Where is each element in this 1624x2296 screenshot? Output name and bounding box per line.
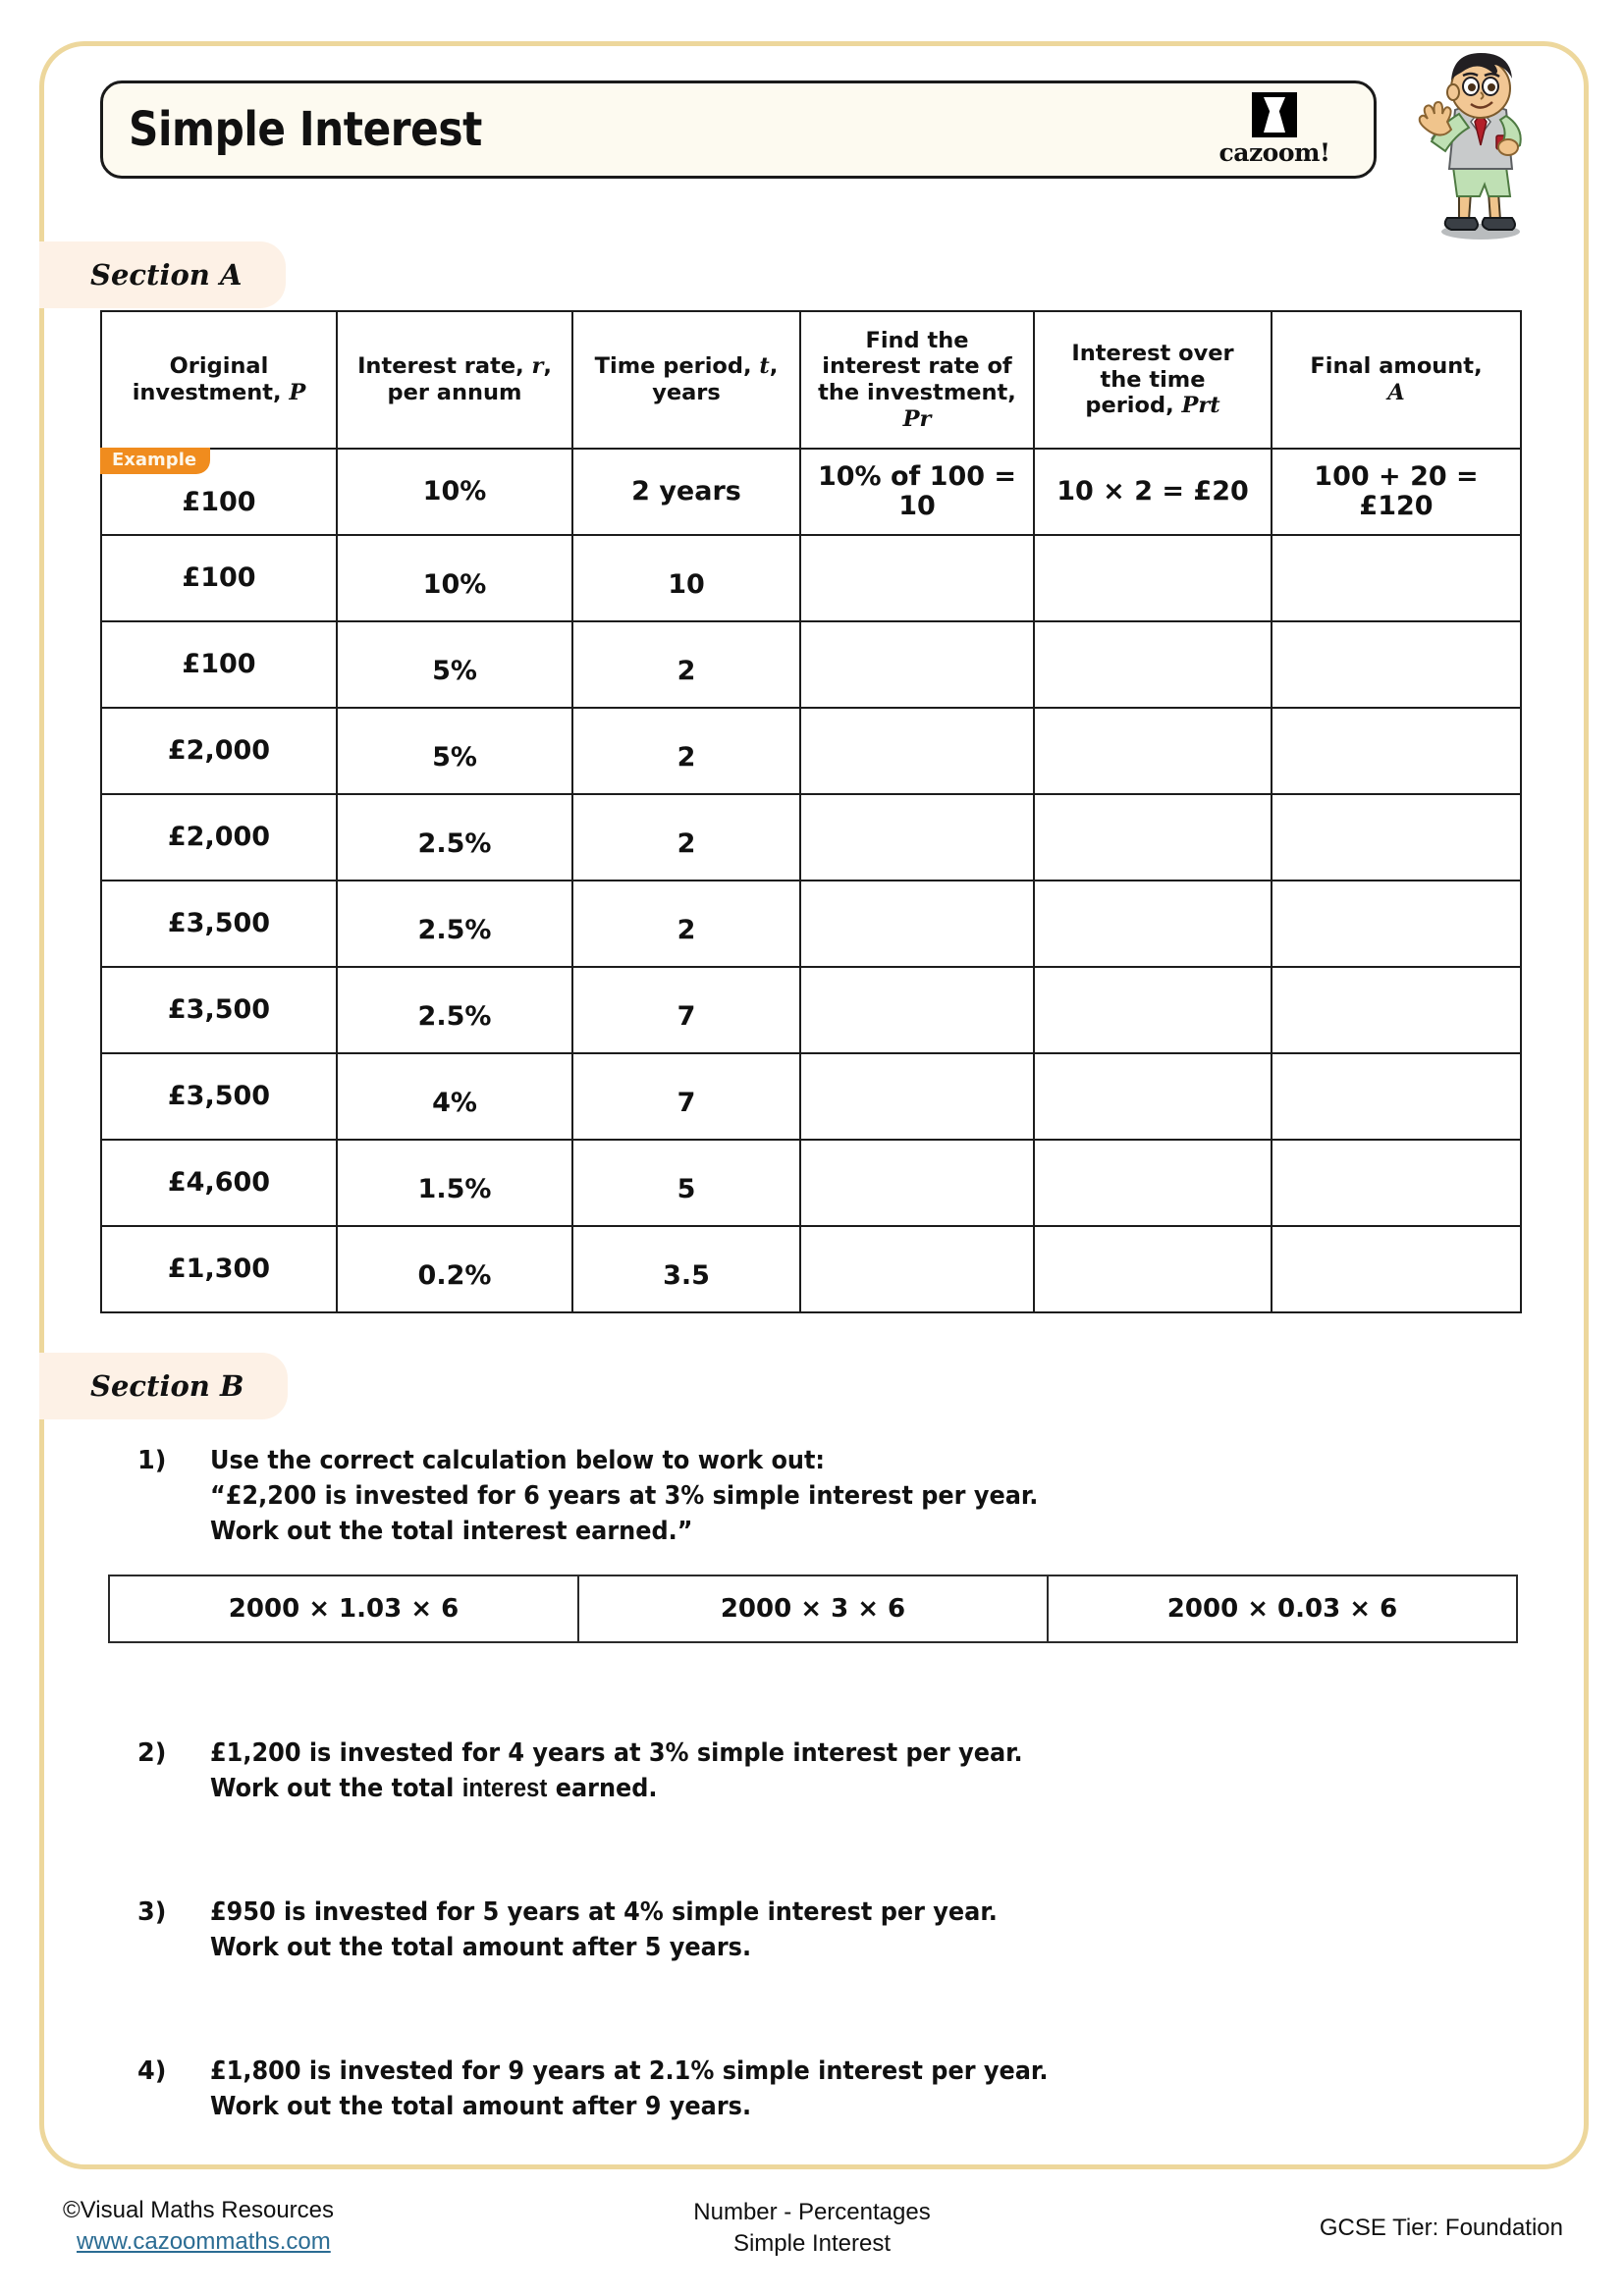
cell-investment: £3,500 bbox=[101, 967, 337, 1053]
cell-amount[interactable] bbox=[1272, 708, 1521, 794]
table-row bbox=[101, 708, 1521, 794]
cell-investment: £4,600 bbox=[101, 1140, 337, 1226]
header-line: investment, bbox=[132, 380, 282, 405]
question-2 bbox=[137, 1735, 1074, 1806]
cazoom-logo bbox=[1201, 87, 1348, 172]
cell-prt[interactable] bbox=[1034, 881, 1272, 967]
question-1-number: 1) bbox=[137, 1446, 167, 1475]
cell-time: 5 bbox=[572, 1140, 800, 1226]
header-line: Time period, bbox=[594, 353, 752, 380]
calculation-options-table[interactable] bbox=[108, 1575, 1518, 1643]
section-b-heading bbox=[39, 1353, 288, 1419]
cell-value: £100 bbox=[182, 486, 256, 517]
header-line: Original bbox=[169, 353, 269, 380]
cell-time: 7 bbox=[572, 1053, 800, 1140]
header-final-amount bbox=[1272, 311, 1521, 449]
cell-rate: 4% bbox=[337, 1053, 572, 1140]
question-4-number: 4) bbox=[137, 2056, 167, 2086]
waving-schoolboy-icon bbox=[1386, 45, 1543, 241]
header-time-period: Time period, t, years bbox=[572, 311, 800, 449]
question-1-line-2: “£2,200 is invested for 6 years at 3% simple interest per year. bbox=[210, 1481, 1039, 1512]
cell-time: 2 bbox=[572, 708, 800, 794]
cell-prt[interactable] bbox=[1034, 708, 1272, 794]
example-badge: Example bbox=[100, 448, 210, 474]
cell-investment: £3,500 bbox=[101, 881, 337, 967]
section-a-label: Section A bbox=[90, 258, 243, 292]
cell-amount[interactable] bbox=[1272, 621, 1521, 708]
table-row bbox=[101, 535, 1521, 621]
cell-investment: £3,500 bbox=[101, 1053, 337, 1140]
question-4-line-2: Work out the total amount after 9 years. bbox=[210, 2092, 752, 2122]
question-2-line-2 bbox=[210, 1771, 1023, 1806]
cell-prt[interactable] bbox=[1034, 621, 1272, 708]
cell-pr[interactable] bbox=[800, 881, 1034, 967]
cell-time: 10 bbox=[572, 535, 800, 621]
option-b[interactable]: 2000 × 3 × 6 bbox=[578, 1575, 1048, 1642]
cell-investment: £2,000 bbox=[101, 708, 337, 794]
table-row bbox=[101, 967, 1521, 1053]
cell-pr[interactable] bbox=[800, 708, 1034, 794]
page-footer bbox=[0, 2195, 1624, 2293]
table-row bbox=[101, 621, 1521, 708]
cell-time: 2 bbox=[572, 794, 800, 881]
cell-investment: £2,000 bbox=[101, 794, 337, 881]
cell-rate: 2.5% bbox=[337, 794, 572, 881]
cell-amount[interactable] bbox=[1272, 535, 1521, 621]
cell-rate: 2.5% bbox=[337, 967, 572, 1053]
table-header-row bbox=[101, 311, 1521, 449]
cell-prt[interactable] bbox=[1034, 967, 1272, 1053]
example-rate-cell: 10% bbox=[337, 449, 572, 535]
cell-time: 2 bbox=[572, 621, 800, 708]
cell-investment: £100 bbox=[101, 621, 337, 708]
header-variable: A bbox=[1387, 380, 1405, 405]
cell-prt[interactable] bbox=[1034, 1140, 1272, 1226]
question-2-emphasis: interest bbox=[461, 1775, 548, 1803]
table-row bbox=[101, 1140, 1521, 1226]
cell-rate: 10% bbox=[337, 535, 572, 621]
cell-pr[interactable] bbox=[800, 1053, 1034, 1140]
footer-website-link[interactable]: www.cazoommaths.com bbox=[77, 2227, 331, 2255]
cell-amount[interactable] bbox=[1272, 1053, 1521, 1140]
header-line: Final amount, bbox=[1310, 353, 1483, 380]
cell-pr[interactable] bbox=[800, 535, 1034, 621]
cazoom-cup-icon bbox=[1252, 92, 1297, 137]
header-line: Interest over bbox=[1071, 341, 1234, 367]
cell-amount[interactable] bbox=[1272, 881, 1521, 967]
header-variable: P bbox=[289, 380, 306, 405]
question-3 bbox=[137, 1895, 1048, 1965]
example-amount-cell: 100 + 20 = £120 bbox=[1272, 449, 1521, 535]
cell-pr[interactable] bbox=[800, 967, 1034, 1053]
cell-pr[interactable] bbox=[800, 621, 1034, 708]
footer-topic-line-2: Simple Interest bbox=[732, 2229, 892, 2257]
question-2-number: 2) bbox=[137, 1738, 167, 1768]
header-interest-rate: Interest rate, r, per annum bbox=[337, 311, 572, 449]
header-interest-over-time bbox=[1034, 311, 1272, 449]
question-1-line-1: Use the correct calculation below to work out: bbox=[210, 1446, 826, 1475]
cell-prt[interactable] bbox=[1034, 535, 1272, 621]
header-variable: Prt bbox=[1181, 393, 1220, 419]
question-3-text bbox=[210, 1895, 998, 1965]
header-line: interest rate of bbox=[822, 353, 1012, 380]
question-4-line-1: £1,800 is invested for 9 years at 2.1% simple interest per year. bbox=[210, 2056, 1049, 2086]
example-time-cell: 2 years bbox=[572, 449, 800, 535]
cell-rate: 5% bbox=[337, 621, 572, 708]
question-3-number: 3) bbox=[137, 1897, 167, 1927]
cell-prt[interactable] bbox=[1034, 1226, 1272, 1312]
cell-amount[interactable] bbox=[1272, 794, 1521, 881]
cell-prt[interactable] bbox=[1034, 1053, 1272, 1140]
section-b-label: Section B bbox=[90, 1369, 244, 1403]
header-original-investment bbox=[101, 311, 337, 449]
cell-time: 2 bbox=[572, 881, 800, 967]
cell-pr[interactable] bbox=[800, 1140, 1034, 1226]
cell-rate: 0.2% bbox=[337, 1226, 572, 1312]
header-variable: r bbox=[531, 353, 544, 380]
footer-topic-line-1: Number - Percentages bbox=[693, 2199, 931, 2225]
cell-amount[interactable] bbox=[1272, 1226, 1521, 1312]
worksheet-title-bar bbox=[100, 80, 1377, 179]
table-row bbox=[101, 881, 1521, 967]
cell-time: 7 bbox=[572, 967, 800, 1053]
table-row bbox=[101, 1053, 1521, 1140]
option-a[interactable]: 2000 × 1.03 × 6 bbox=[109, 1575, 578, 1642]
header-line: period, bbox=[1085, 393, 1174, 419]
cell-amount[interactable] bbox=[1272, 1140, 1521, 1226]
cell-rate: 5% bbox=[337, 708, 572, 794]
cell-pr[interactable] bbox=[800, 1226, 1034, 1312]
question-3-line-1: £950 is invested for 5 years at 4% simple interest per year. bbox=[210, 1897, 998, 1927]
question-2-line-2-pre: Work out the total bbox=[210, 1774, 462, 1804]
footer-tier: GCSE Tier: Foundation bbox=[1319, 2215, 1563, 2241]
cell-investment: £100 bbox=[101, 535, 337, 621]
section-a-table bbox=[100, 310, 1522, 1313]
question-4-text bbox=[210, 2054, 1048, 2124]
example-prt-cell: 10 × 2 = £20 bbox=[1034, 449, 1272, 535]
header-line: the time bbox=[1100, 366, 1206, 393]
cell-pr[interactable] bbox=[800, 794, 1034, 881]
question-1-text bbox=[210, 1443, 1038, 1550]
question-2-line-2-post: earned. bbox=[547, 1774, 658, 1804]
question-2-line-1: £1,200 is invested for 4 years at 3% simple interest per year. bbox=[210, 1738, 1023, 1768]
table-row bbox=[101, 794, 1521, 881]
table-row bbox=[101, 1226, 1521, 1312]
header-line: Interest rate, bbox=[357, 353, 524, 380]
header-find-interest-rate bbox=[800, 311, 1034, 449]
question-1-line-3: Work out the total interest earned.” bbox=[210, 1517, 693, 1547]
cell-rate: 2.5% bbox=[337, 881, 572, 967]
page-title: Simple Interest bbox=[129, 102, 482, 157]
footer-copyright: ©Visual Maths Resources bbox=[63, 2197, 335, 2223]
options-row bbox=[109, 1575, 1517, 1642]
header-line: the investment, bbox=[818, 380, 1016, 405]
question-1 bbox=[137, 1443, 1091, 1550]
option-c[interactable]: 2000 × 0.03 × 6 bbox=[1048, 1575, 1517, 1642]
question-4 bbox=[137, 2054, 1102, 2124]
example-pr-cell: 10% of 100 = 10 bbox=[800, 449, 1034, 535]
header-variable: Pr bbox=[902, 405, 932, 432]
cell-time: 3.5 bbox=[572, 1226, 800, 1312]
cell-investment: £1,300 bbox=[101, 1226, 337, 1312]
question-3-line-2: Work out the total amount after 5 years. bbox=[210, 1933, 752, 1963]
question-2-text bbox=[210, 1735, 1023, 1806]
table-row-example bbox=[101, 449, 1521, 535]
cell-prt[interactable] bbox=[1034, 794, 1272, 881]
cell-rate: 1.5% bbox=[337, 1140, 572, 1226]
example-investment-cell bbox=[101, 449, 337, 535]
header-variable: t bbox=[759, 353, 770, 380]
cazoom-wordmark: cazoom! bbox=[1218, 138, 1330, 167]
cell-amount[interactable] bbox=[1272, 967, 1521, 1053]
header-line: Find the bbox=[865, 327, 969, 353]
header-line: years bbox=[652, 380, 721, 405]
section-a-heading bbox=[39, 241, 286, 308]
header-line: per annum bbox=[387, 380, 522, 405]
